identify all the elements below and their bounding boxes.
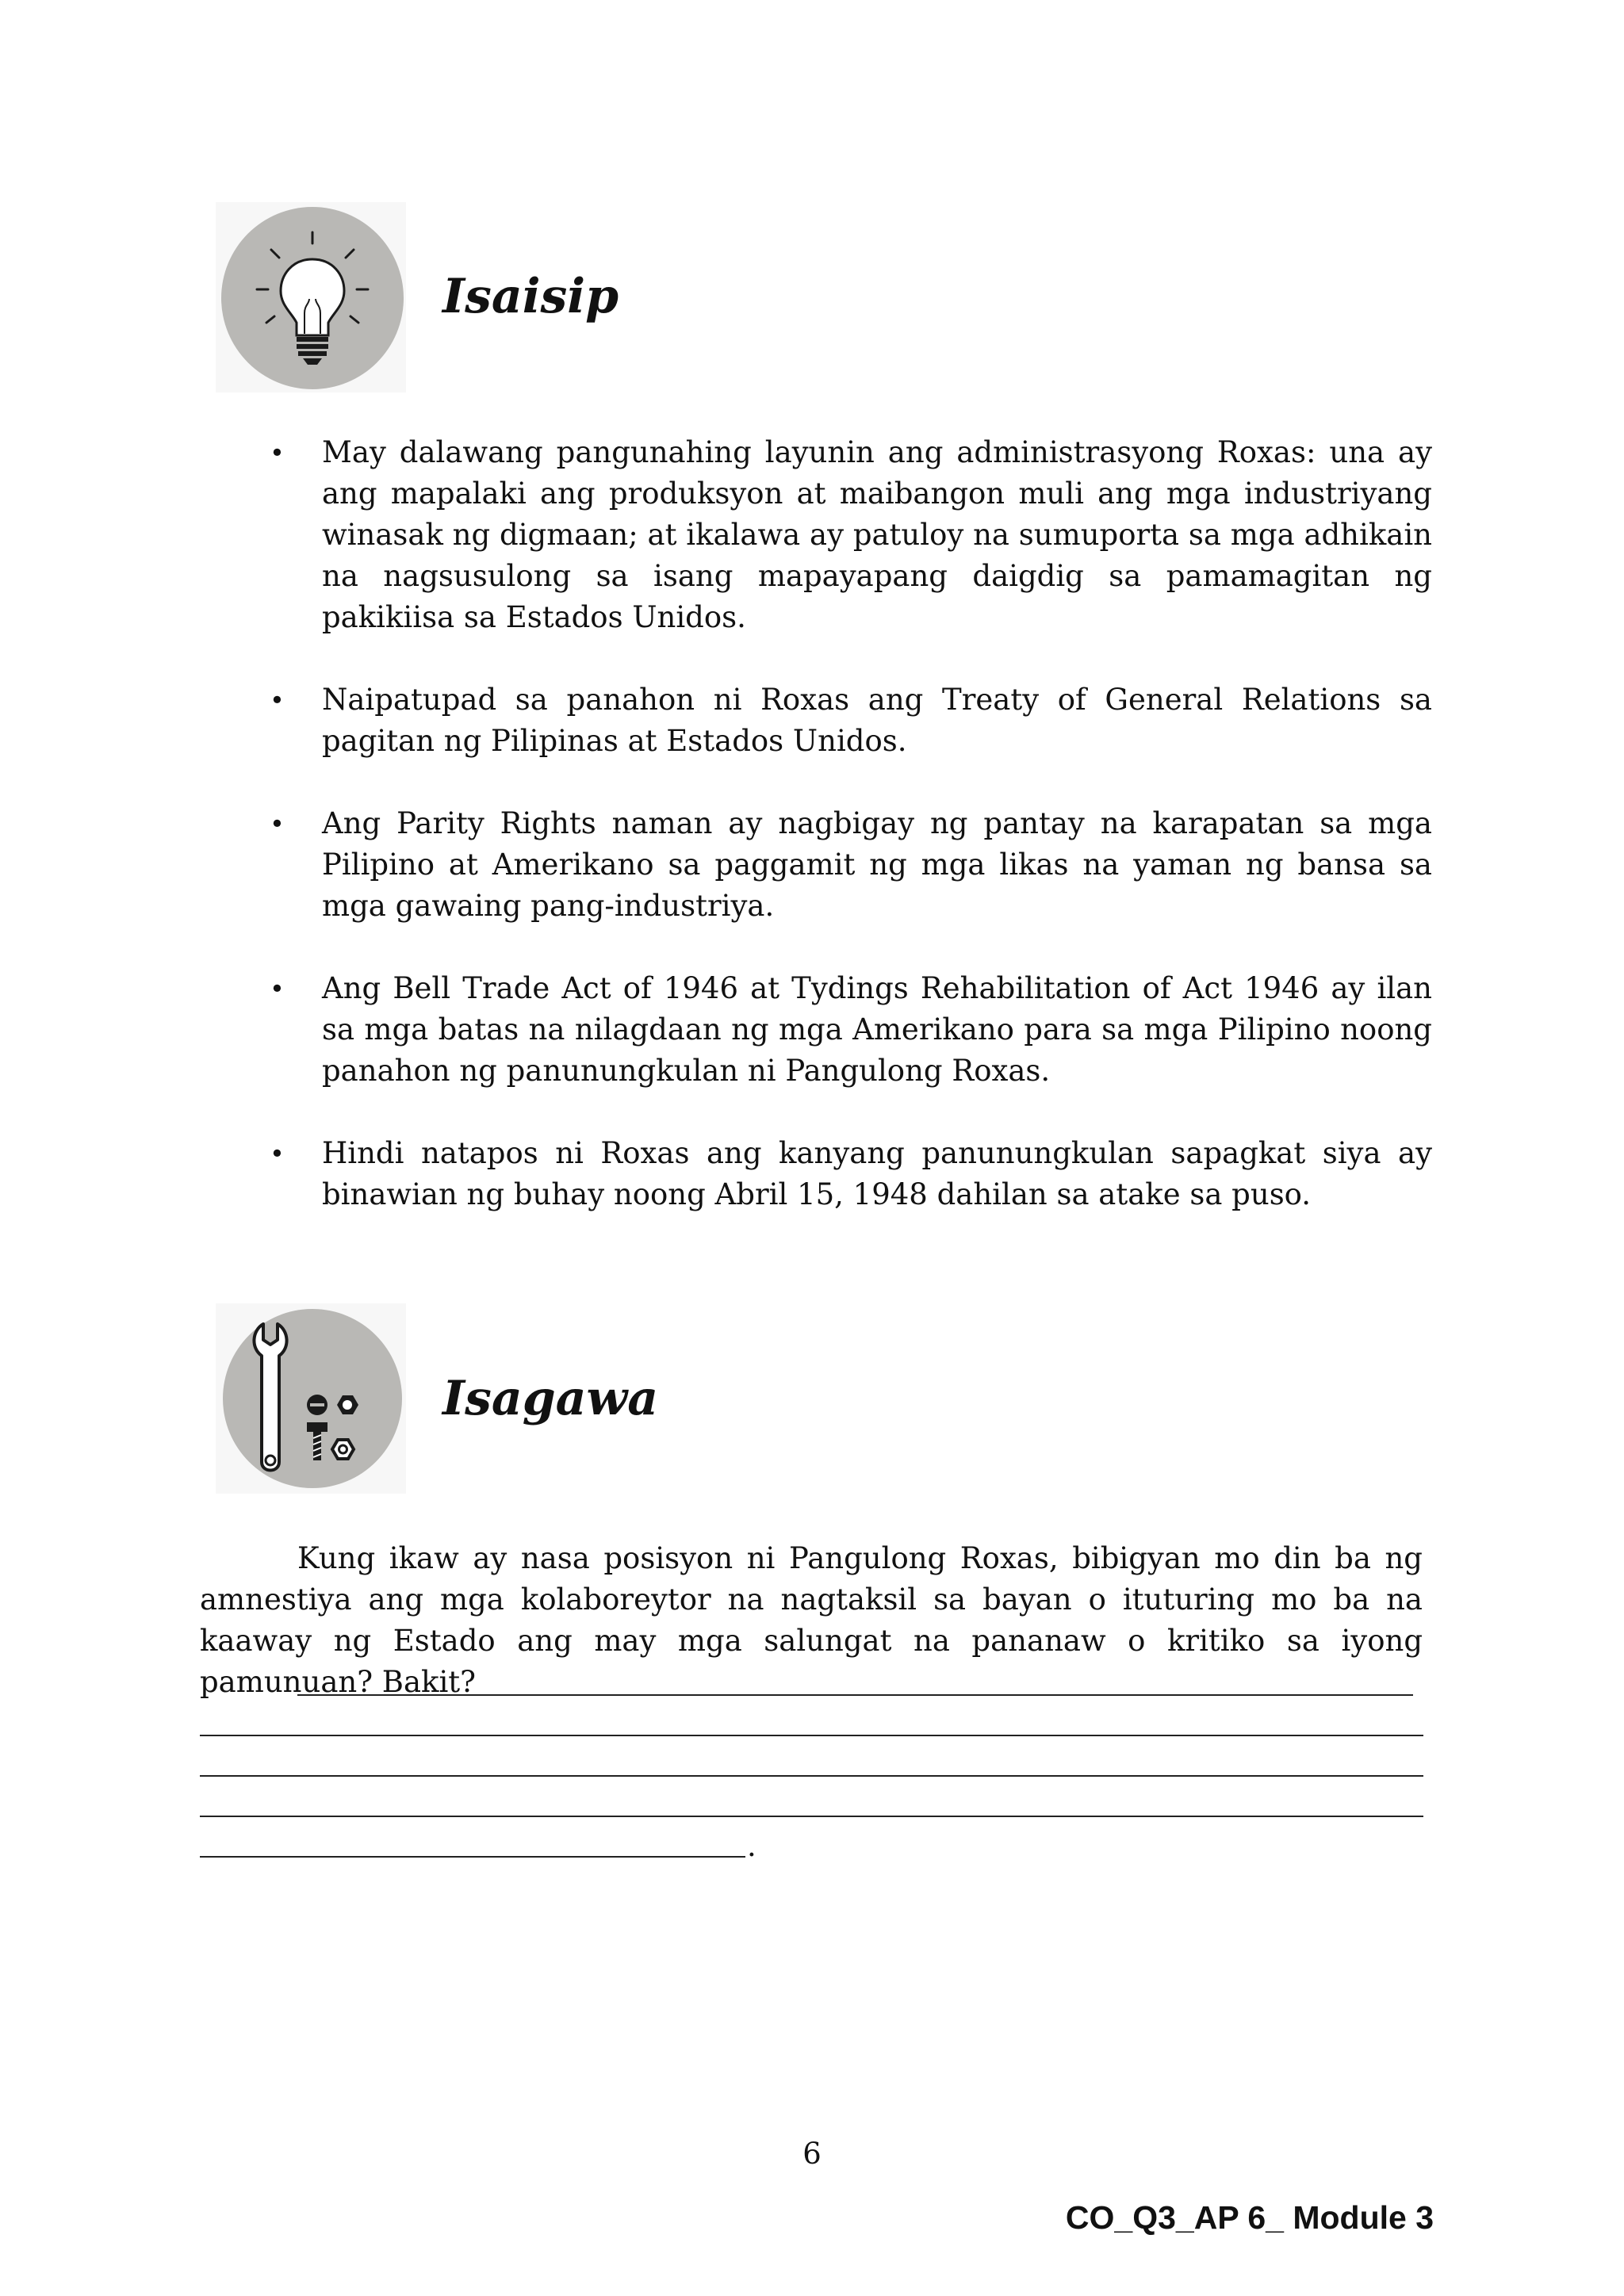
module-code: CO_Q3_AP 6_ Module 3 (1065, 2199, 1434, 2236)
answer-line[interactable] (200, 1775, 1423, 1777)
list-item (270, 679, 1432, 762)
bullet-text: Ang Bell Trade Act of 1946 at Tydings Rehabilitation of Act 1946 ay ilan sa mga batas na nilagdaan ng mga Amerikano para sa mga Pilipino noong panahon ng panunungkulan ni Pangulong Roxas. (322, 971, 1432, 1088)
bullet-text: Hindi natapos ni Roxas ang kanyang panunungkulan sapagkat siya ay binawian ng buhay noong Abril 15, 1948 dahilan sa atake sa puso. (322, 1136, 1432, 1211)
bullet-icon: • (270, 809, 285, 839)
section-title-isaisip: Isaisip (442, 269, 619, 324)
bullet-icon: • (270, 974, 285, 1004)
list-item (270, 1133, 1432, 1215)
tools-icon (216, 1303, 406, 1494)
isaisip-bullet-list (270, 432, 1432, 1257)
list-item (270, 968, 1432, 1092)
answer-line[interactable] (200, 1816, 1423, 1817)
list-item (270, 803, 1432, 927)
bullet-text: Naipatupad sa panahon ni Roxas ang Treaty of General Relations sa pagitan ng Pilipinas at Estados Unidos. (322, 683, 1432, 758)
page-number: 6 (802, 2137, 822, 2171)
section-title-isagawa: Isagawa (442, 1371, 659, 1426)
bullet-icon: • (270, 438, 285, 468)
answer-line[interactable] (297, 1694, 1413, 1696)
lightbulb-icon (216, 202, 406, 392)
answer-end-period: . (747, 1829, 756, 1863)
list-item (270, 432, 1432, 638)
activity-prompt: Kung ikaw ay nasa posisyon ni Pangulong Roxas, bibigyan mo din ba ng amnestiya ang mga kolaboreytor na nagtaksil sa bayan o ituturing mo ba na kaaway ng Estado ang may mga salungat na pananaw o kritiko sa iyong pamunuan? Bakit? (200, 1541, 1423, 1699)
bullet-icon: • (270, 1138, 285, 1169)
bullet-text: May dalawang pangunahing layunin ang administrasyong Roxas: una ay ang mapalaki ang produksyon at maibangon muli ang mga industriyang winasak ng digmaan; at ikalawa ay patuloy na sumuporta sa mga adhikain na nagsusulong sa isang mapayapang daigdig sa pamamagitan ng pakikiisa sa Estados Unidos. (322, 435, 1432, 634)
answer-line[interactable] (200, 1735, 1423, 1736)
answer-line[interactable] (200, 1856, 745, 1858)
bullet-icon: • (270, 685, 285, 715)
bullet-text: Ang Parity Rights naman ay nagbigay ng pantay na karapatan sa mga Pilipino at Amerikano sa paggamit ng mga likas na yaman ng bansa sa mga gawaing pang-industriya. (322, 806, 1432, 923)
